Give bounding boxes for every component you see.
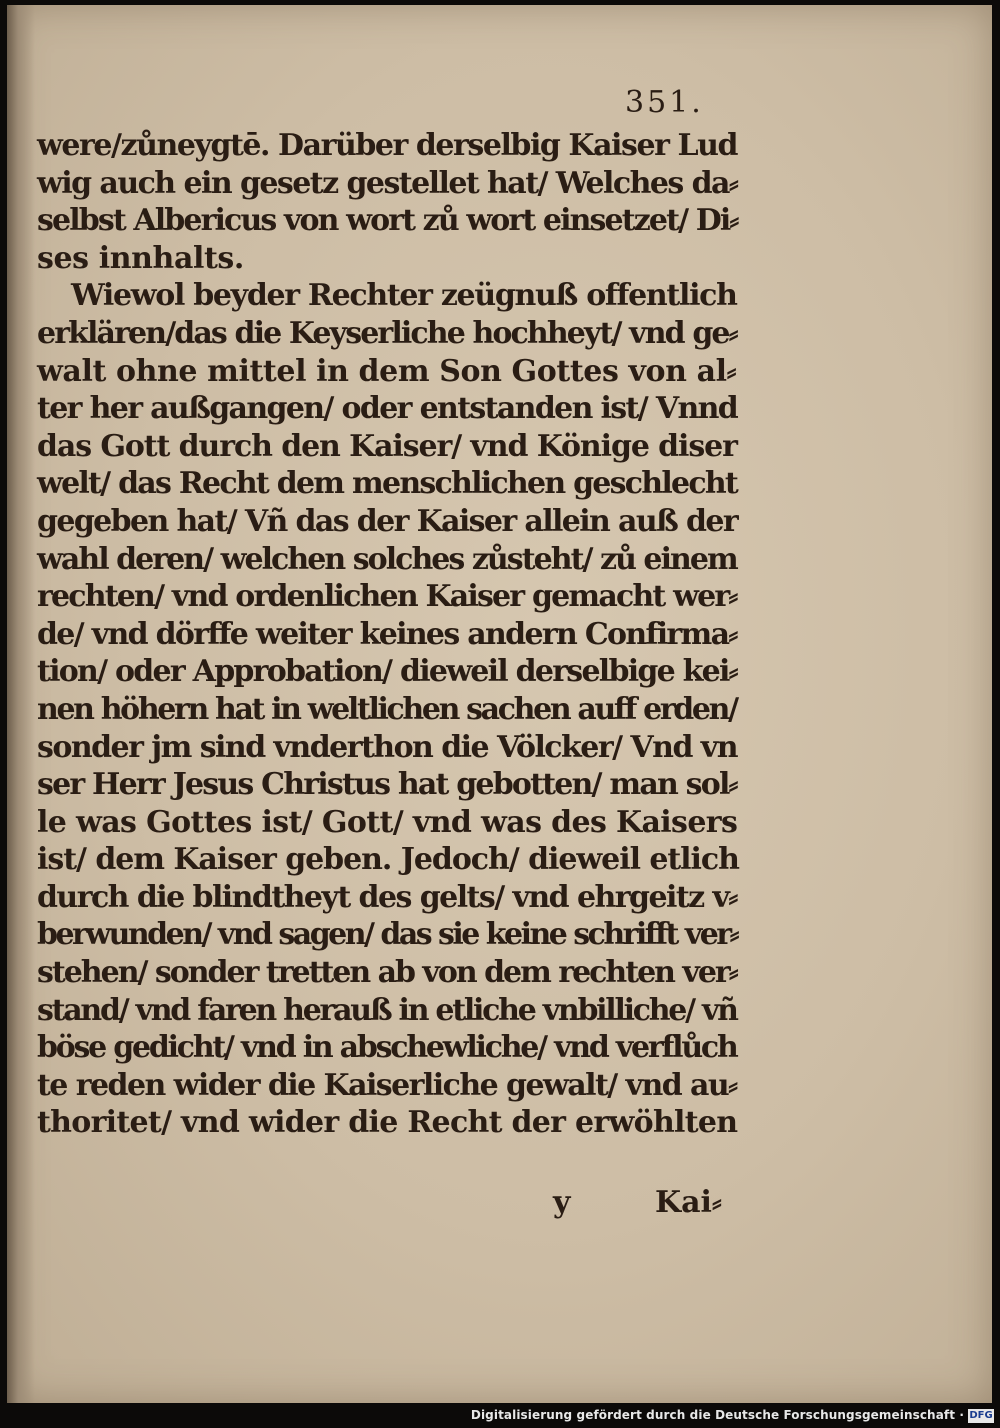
text-line: nen höhern hat in weltlichen sachen auff erden/ bbox=[37, 691, 737, 727]
text-line: stehen/ sonder tretten ab von dem rechten ver⸗ bbox=[37, 955, 737, 991]
page-gutter bbox=[7, 5, 35, 1403]
text-line: were/zůneygtē. Darüber derselbig Kaiser Lud bbox=[37, 128, 737, 163]
text-line: durch die blindtheyt des gelts/ vnd ehrgeitz v⸗ bbox=[37, 879, 737, 915]
funding-attribution: Digitalisierung gefördert durch die Deutsche Forschungsgemeinschaft · bbox=[470, 1408, 964, 1422]
text-block bbox=[37, 127, 737, 1142]
text-line: thoritet/ vnd wider die Recht der erwöhlten bbox=[37, 1105, 738, 1141]
text-line: gegeben hat/ Vñ das der Kaiser allein auß der bbox=[37, 503, 738, 539]
catchword: Kai⸗ bbox=[655, 1185, 722, 1220]
text-line: walt ohne mittel in dem Son Gottes von al⸗ bbox=[37, 353, 737, 389]
book-page bbox=[7, 5, 992, 1403]
text-line: de/ vnd dörffe weiter keines andern Confirma⸗ bbox=[37, 616, 737, 652]
page-footer bbox=[37, 1185, 737, 1225]
text-line: erklären/das die Keyserliche hochheyt/ vnd ge⸗ bbox=[37, 315, 737, 351]
text-line: berwunden/ vnd sagen/ das sie keine schrifft ver⸗ bbox=[37, 917, 738, 953]
text-line: sonder jm sind vnderthon die Völcker/ Vnd vn bbox=[37, 729, 737, 765]
text-line: le was Gottes ist/ Gott/ vnd was des Kaisers bbox=[37, 804, 738, 840]
signature-mark: y bbox=[553, 1185, 571, 1220]
text-line: ses innhalts. bbox=[37, 240, 244, 276]
text-line: ser Herr Jesus Christus hat gebotten/ man sol⸗ bbox=[37, 767, 737, 803]
text-line: te reden wider die Kaiserliche gewalt/ vnd au⸗ bbox=[37, 1067, 737, 1103]
text-line: tion/ oder Approbation/ dieweil derselbige kei⸗ bbox=[37, 654, 737, 690]
text-line: rechten/ vnd ordenlichen Kaiser gemacht wer⸗ bbox=[37, 579, 737, 615]
text-line: stand/ vnd faren herauß in etliche vnbilliche/ vñ bbox=[37, 992, 737, 1028]
page-number: 351. bbox=[625, 85, 704, 120]
text-line: wahl deren/ welchen solches zůsteht/ zů einem bbox=[37, 541, 737, 577]
text-line: ist/ dem Kaiser geben. Jedoch/ dieweil etlich bbox=[37, 842, 739, 878]
text-line: ter her außgangen/ oder entstanden ist/ Vnnd bbox=[37, 391, 738, 427]
text-line: Wiewol beyder Rechter zeügnuß offentlich bbox=[71, 278, 737, 314]
text-line: das Gott durch den Kaiser/ vnd Könige diser bbox=[37, 428, 737, 464]
dfg-logo-icon: DFG bbox=[969, 1410, 993, 1421]
text-line: selbst Albericus von wort zů wort einsetzet/ Di⸗ bbox=[37, 203, 738, 239]
text-line: böse gedicht/ vnd in abschewliche/ vnd verflůch bbox=[37, 1030, 737, 1066]
text-line: welt/ das Recht dem menschlichen geschlecht bbox=[37, 466, 738, 502]
text-line: wig auch ein gesetz gestellet hat/ Welches da⸗ bbox=[37, 165, 738, 201]
